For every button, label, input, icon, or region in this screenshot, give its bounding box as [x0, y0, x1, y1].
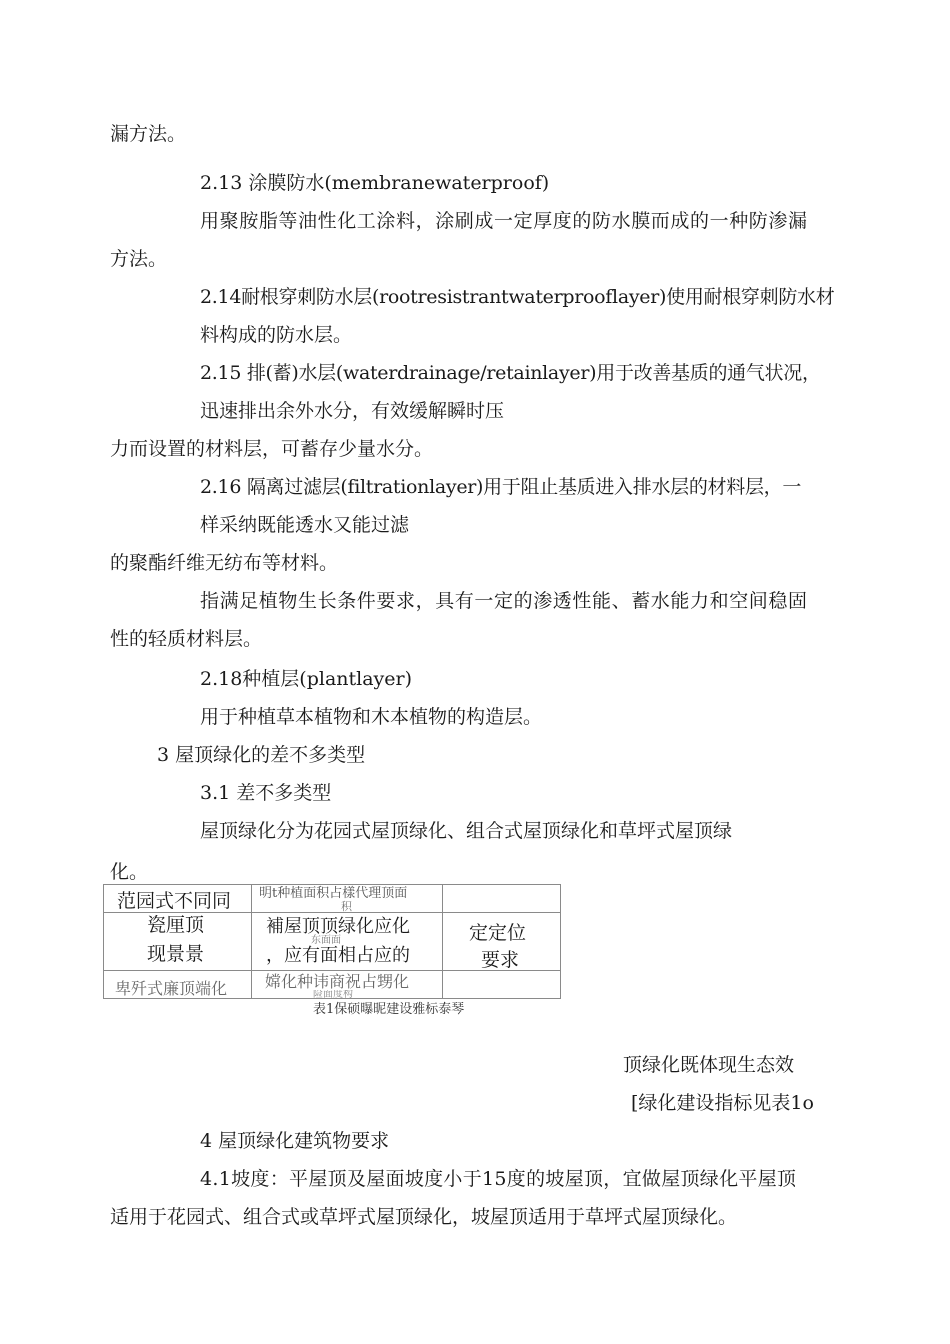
table-cell: 明t种植面积占樣代理顶面	[259, 886, 408, 901]
table-cell: 险面度构	[313, 990, 353, 998]
para-line: 料构成的防水层。	[200, 324, 353, 346]
para-line: 顶绿化既体现生态效	[623, 1054, 795, 1076]
table-cell: 范园式不同同	[117, 890, 232, 912]
para-line: 漏方法。	[110, 123, 187, 145]
section-heading-2-18: 2.18种植层(plantlayer)	[200, 668, 413, 690]
table-cell: 嫦化种讳商祝占甥化	[265, 972, 410, 991]
para-line: 化。	[110, 861, 149, 883]
section-heading-3: 3 屋顶绿化的差不多类型	[157, 744, 366, 766]
indicator-table	[103, 884, 561, 999]
table-cell: 东面面	[311, 935, 341, 946]
table-cell: 定定位	[469, 922, 527, 944]
para-line: 方法。	[110, 248, 168, 270]
para-line: 性的轻质材料层。	[110, 628, 263, 650]
section-heading-4: 4 屋顶绿化建筑物要求	[200, 1130, 390, 1152]
para-line: 样采纳既能透水又能过滤	[200, 514, 410, 536]
table-cell: 要求	[481, 949, 520, 971]
para-line: 适用于花园式、组合式或草坪式屋顶绿化，坡屋顶适用于草坪式屋顶绿化。	[110, 1206, 738, 1228]
section-heading-4-1: 4.1坡度：平屋顶及屋面坡度小于15度的坡屋顶，宜做屋顶绿化平屋顶	[200, 1168, 797, 1190]
para-line: 力而设置的材料层，可蓄存少量水分。	[110, 438, 434, 460]
para-line: 迅速排出余外水分，有效缓解瞬时压	[200, 400, 505, 422]
para-line: 用聚胺脂等油性化工涂料，涂刷成一定厚度的防水膜而成的一种防渗漏	[200, 210, 808, 232]
table-cell: 瓷厘顶	[147, 914, 205, 936]
table-cell: ，应有面相占应的	[266, 945, 410, 966]
table-cell: 现景景	[147, 943, 205, 965]
para-line: 的聚酯纤维无纺布等材料。	[110, 552, 339, 574]
section-heading-2-13: 2.13 涂膜防水(membranewaterproof)	[200, 172, 550, 194]
para-line: 屋顶绿化分为花园式屋顶绿化、组合式屋顶绿化和草坪式屋顶绿	[200, 820, 733, 842]
table-cell: 卑歼式廉顶端化	[115, 979, 228, 998]
para-line: 指满足植物生长条件要求，具有一定的渗透性能、蓄水能力和空间稳固	[200, 590, 808, 612]
section-heading-2-16: 2.16 隔离过滤层(filtrationlayer)用于阻止基质进入排水层的材料层，一	[200, 476, 802, 498]
table-cell: 积	[341, 900, 352, 913]
table-cell: 補屋顶顶绿化应化	[266, 916, 410, 937]
section-heading-2-14: 2.14耐根穿刺防水层(rootresistrantwaterproof​layer)使用耐根穿刺防水材	[200, 286, 835, 308]
para-line: [绿化建设指标见表1o	[631, 1092, 814, 1114]
section-heading-2-15: 2.15 排(蓄)水层(waterdrainage/retainlayer)用于改善基质的通气状况，	[200, 362, 821, 384]
section-heading-3-1: 3.1 差不多类型	[200, 782, 332, 804]
para-line: 用于种植草本植物和木本植物的构造层。	[200, 706, 543, 728]
table-caption: 表1保硕曝昵建设雅标泰琴	[313, 1002, 465, 1017]
